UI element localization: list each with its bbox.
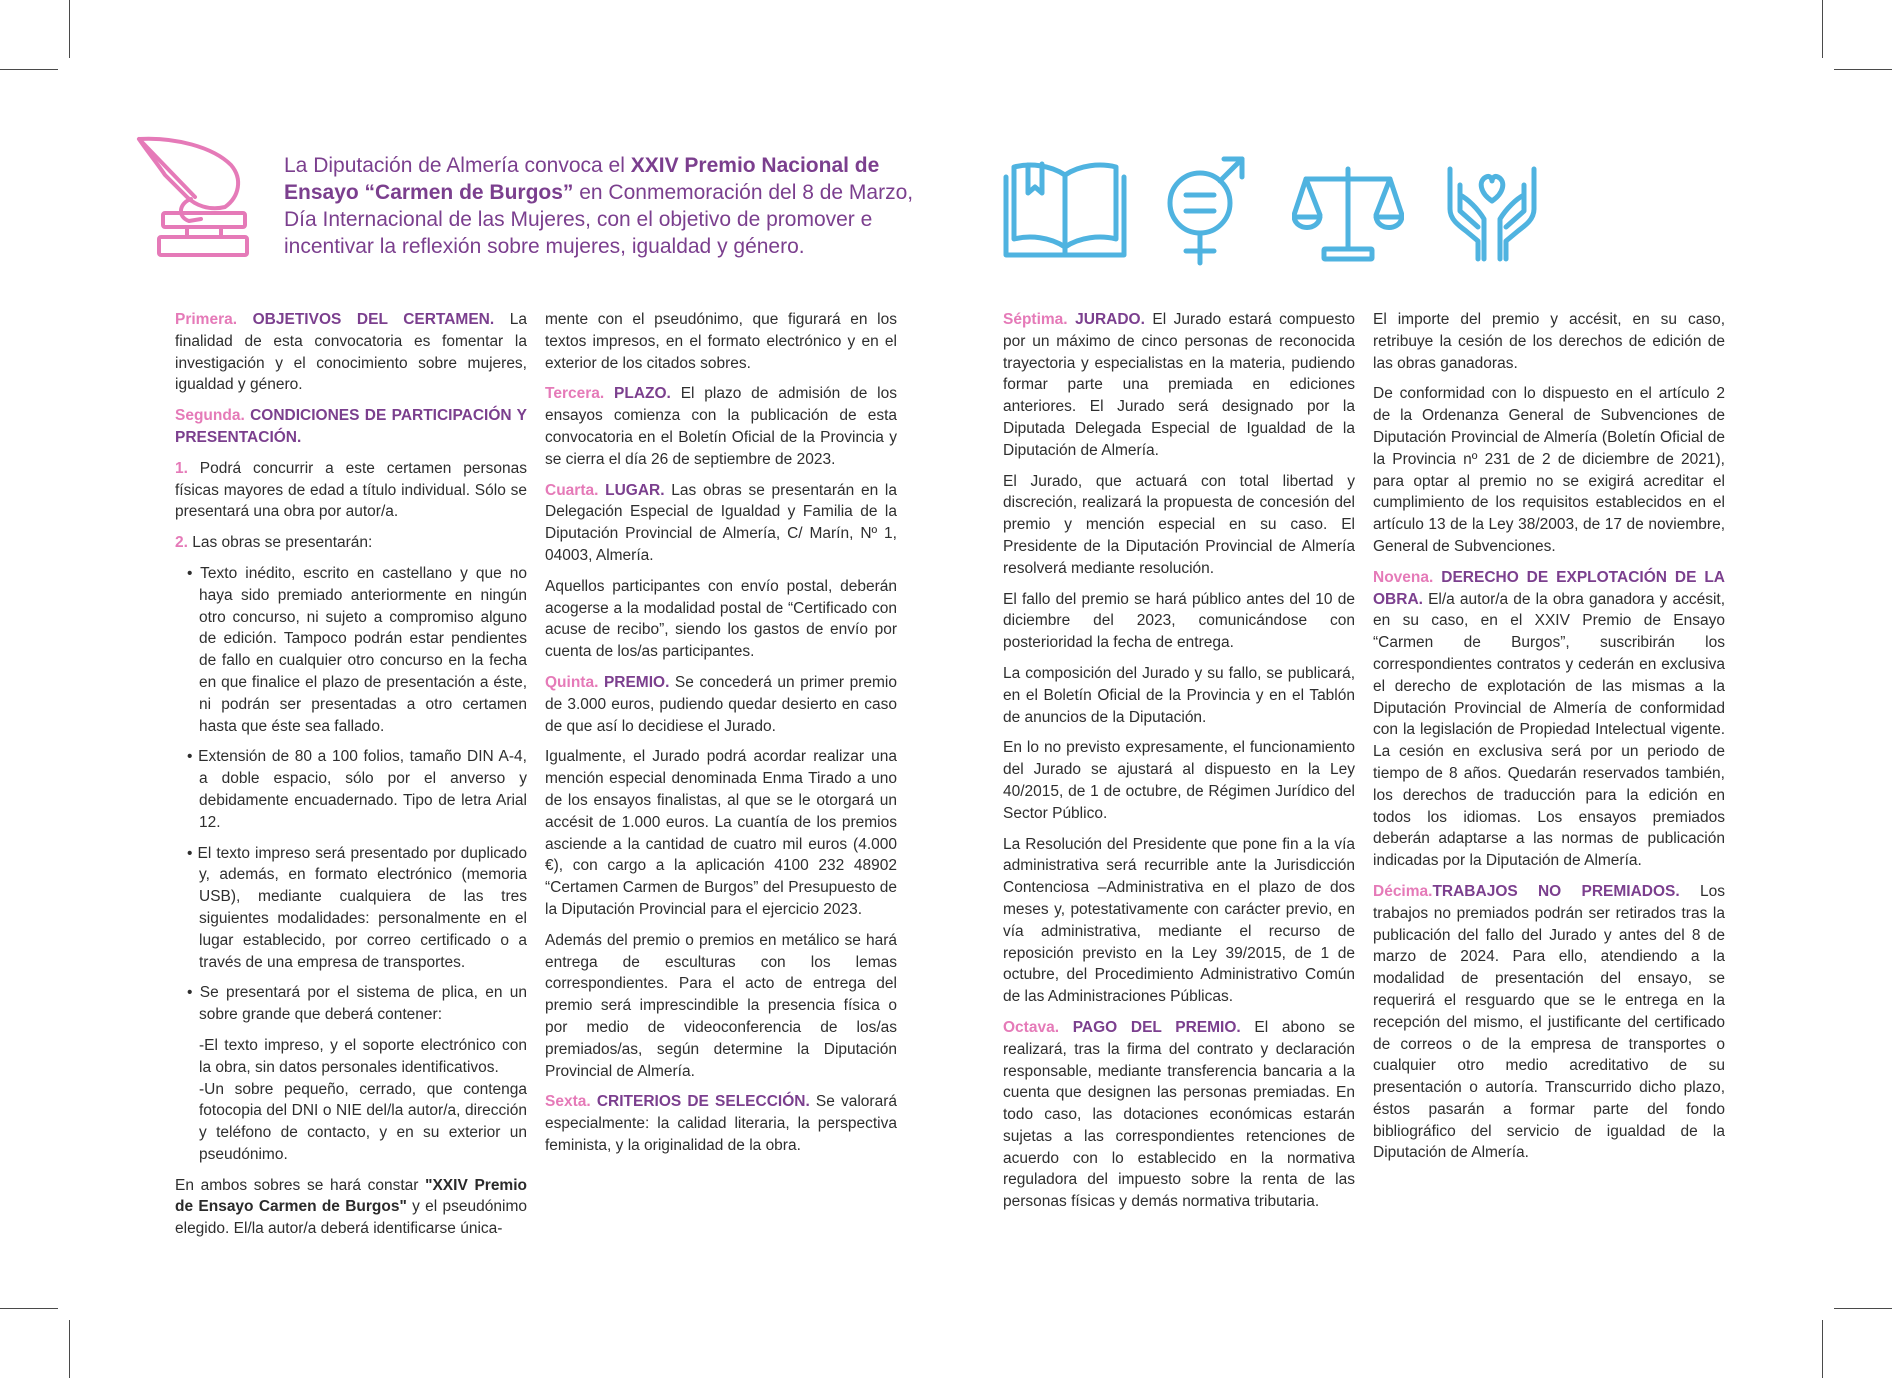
clause-heading: JURADO. (1075, 311, 1145, 328)
paragraph: En lo no previsto expresamente, el funcionamiento del Jurado se ajustará al dispuesto en la Ley 40/2015, de 1 de octubre, de Régimen Jurídico del Sector Público. (1003, 739, 1355, 822)
item-number: 1. (175, 459, 188, 477)
clause-heading: DERECHO DE EXPLOTACIÓN DE LA OBRA. (1373, 568, 1725, 608)
paragraph: Aquellos participantes con envío postal, deberán acogerse a la modalidad postal de “Certificado con acuse de recibo”, siendo los gastos de envío por cuenta de los/as participantes. (545, 577, 897, 661)
clause-text: Los trabajos no premiados podrán ser retirados tras la publicación del fallo del Jurado y antes del 8 de marzo de 2024. Para ello, atendiendo a la modalidad de presentación del ensayo, se requerirá el resguardo que se le entrega en la recepción del mismo, el justificante del certificado de correos o de la empresa de transportes o cualquier otro medio acreditativo de su presentación o autoría. Transcurrido dicho plazo, éstos pasarán a formar parte del fondo bibliográfico del servicio de igualdad de la Diputación de Almería. (1373, 882, 1725, 1162)
clause-label: Cuarta. (545, 481, 599, 499)
clause-heading: CRITERIOS DE SELECCIÓN. (596, 1093, 810, 1111)
crop-mark (0, 1308, 58, 1309)
clause-text: El/a autor/a de la obra ganadora y accésit, en su caso, en el XXIV Premio de Ensayo “Carmen de Burgos”, suscribirán los correspondientes contratos y cederán en exclusiva el derecho de explotación de las mismas a la Diputación Provincial de Almería de conformidad con la legislación de Propiedad Intelectual vigente. La cesión en exclusiva será por un periodo de tiempo de 8 años. Quedarán reservados también, los derechos de traducción para la edición en todos los idiomas. Los ensayos premiados deberán adaptarse a las normas de publicación indicadas por la Diputación de Almería. (1373, 590, 1725, 870)
clause-label: Octava. (1003, 1018, 1060, 1036)
crop-mark (69, 1320, 70, 1378)
numbered-item-2 (175, 532, 527, 554)
clause-text: El abono se realizará, tras la firma del contrato y declaración responsable, mediante transferencia bancaria a la cuenta que designen las personas premiadas. En todo caso, las dotaciones económicas estarán sujetas a las correspondientes retenciones de acuerdo con lo establecido en la normativa reguladora del impuesto sobre la renta de las personas físicas y demás normativa tributaria. (1003, 1018, 1355, 1211)
intro-text-1: La Diputación de Almería convoca el (284, 154, 631, 177)
clause-segunda (175, 405, 527, 449)
clause-heading: PREMIO. (603, 673, 670, 691)
quill-ink-icon (135, 135, 265, 260)
clause-heading: CONDICIONES DE PARTICIPACIÓN Y PRESENTACIÓN. (175, 407, 527, 446)
bullet-item: • Texto inédito, escrito en castellano y que no haya sido premiado anteriormente en ningún otro concurso, ni sujeto a compromiso alguno de edición. Tampoco podrán estar pendientes de fallo en cualquier otro concurso en la fecha en que finalice el plazo de presentación a éste, ni podrán ser presentadas a otro certamen hasta que éste sea fallado. (187, 564, 527, 735)
paragraph: El fallo del premio se hará público antes del 10 de diciembre del 2023, comunicándose con posterioridad la fecha de entrega. (1003, 590, 1355, 652)
crop-mark (1834, 1308, 1892, 1309)
paragraph: Además del premio o premios en metálico se hará entrega de esculturas con los lemas correspondientes. Para el acto de entrega del premio será imprescindible la presencia física o por medio de videoconferencia de los/as premiados/as, según determine la Diputación Provincial de Almería. (545, 931, 897, 1080)
column-4 (1373, 309, 1725, 1173)
clause-text: El Jurado estará compuesto por un máximo de cinco personas de reconocida trayectoria y especialistas en la materia, pudiendo formar parte una premiada en ediciones anteriores. El Jurado será designado por la Diputada Delegada Especial de Igualdad de la Diputación de Almería. (1003, 311, 1355, 459)
crop-mark (1822, 0, 1823, 58)
text-span: En ambos sobres se hará constar (175, 1176, 426, 1194)
clause-cuarta (545, 480, 897, 567)
clause-decima (1373, 881, 1725, 1164)
clause-label: Novena. (1373, 568, 1434, 586)
crop-mark (69, 0, 70, 58)
paragraph: De conformidad con lo dispuesto en el artículo 2 de la Ordenanza General de Subvenciones de Diputación Provincial de Almería (Boletín Oficial de la Provincia nº 231 de 2 de diciembre de 2021), para optar al premio no se exigirá acreditar el cumplimiento de los requisitos establecidos en el artículo 13 de la Ley 38/2003, de 17 de noviembre, General de Subvenciones. (1373, 385, 1725, 555)
paragraph: La composición del Jurado y su fallo, se publicará, en el Boletín Oficial de la Provincia y en el Tablón de anuncios de la Diputación. (1003, 664, 1355, 726)
column-2 (545, 309, 897, 1166)
paragraph: El Jurado, que actuará con total libertad y discreción, realizará la propuesta de concesión del premio y mención especial en su caso. El Presidente de la Diputación Provincial de Almería resolverá mediante resolución. (1003, 472, 1355, 577)
bullet-item: • El texto impreso será presentado por duplicado y, además, en formato electrónico (memoria USB), mediante cualquiera de las tres siguientes modalidades: personalmente en el lugar establecido, por correo certificado o a través de una empresa de transportes. (187, 844, 527, 971)
column-3 (1003, 309, 1355, 1222)
crop-mark (0, 69, 58, 70)
intro-paragraph (284, 152, 924, 260)
clause-label: Tercera. (545, 385, 605, 403)
hands-heart-icon (1444, 161, 1540, 263)
clause-septima (1003, 309, 1355, 462)
clause-label: Séptima. (1003, 311, 1068, 328)
clause-quinta (545, 672, 897, 737)
crop-mark (1822, 1320, 1823, 1378)
item-text: Podrá concurrir a este certamen personas físicas mayores de edad a título individual. Sólo se presentará una obra por autor/a. (175, 459, 527, 521)
bullet-item: • Extensión de 80 a 100 folios, tamaño DIN A-4, a doble espacio, sólo por el anverso y debidamente encuadernado. Tipo de letra Arial 12. (187, 748, 527, 831)
clause-text: Se concederá un primer premio de 3.000 euros, pudiendo quedar desierto en caso de que así lo decidiese el Jurado. (545, 673, 897, 735)
clause-primera (175, 309, 527, 396)
award-name: "XXIV Premio de Ensayo Carmen de Burgos" (175, 1176, 527, 1216)
clause-sexta (545, 1091, 897, 1156)
clause-text: Se valorará especialmente: la calidad literaria, la perspectiva feminista, y la originalidad de la obra. (545, 1093, 897, 1154)
paragraph: mente con el pseudónimo, que figurará en los textos impresos, en el formato electrónico y en el exterior de los citados sobres. (545, 311, 897, 372)
clause-label: Segunda. (175, 407, 245, 425)
item-text: Las obras se presentarán: (187, 534, 373, 552)
intro-award-name: XXIV Premio Nacional de Ensayo “Carmen de Burgos” (284, 154, 880, 204)
text-span: y el pseudónimo elegido. El/la autor/a deberá identificarse única- (175, 1198, 527, 1238)
clause-label: Primera. (175, 311, 238, 328)
bullet-item: • Se presentará por el sistema de plica, en un sobre grande que deberá contener: (187, 984, 527, 1024)
clause-heading: TRABAJOS NO PREMIADOS. (1432, 882, 1680, 900)
clause-text: El plazo de admisión de los ensayos comienza con la publicación de esta convocatoria en el Boletín Oficial de la Provincia y se cierra el día 26 de septiembre de 2023. (545, 385, 897, 468)
paragraph: La Resolución del Presidente que pone fin a la vía administrativa será recurrible ante la Jurisdicción Contenciosa –Administrativa en el plazo de dos meses y, potestativamente con carácter previo, en vía administrativa, mediante el recurso de reposición previsto en la Ley 39/2015, de 1 de octubre, del Procedimiento Administrativo Común de las Administraciones Públicas. (1003, 835, 1355, 1006)
intro-text-2: en Conmemoración del 8 de Marzo, Día Internacional de las Mujeres, con el objetivo de promover e incentivar la reflexión sobre mujeres, igualdad y género. (284, 181, 914, 258)
clause-octava (1003, 1017, 1355, 1213)
paragraph: Igualmente, el Jurado podrá acordar realizar una mención especial denominada Enma Tirado a uno de los ensayos finalistas, al que se le otorgará un accésit de 1.000 euros. La cuantía de los premios asciende a la cantidad de cuatro mil euros (4.000 €), con cargo a la aplicación 4100 232 48902 “Certamen Carmen de Burgos” del Presupuesto de la Diputación Provincial para el ejercicio 2023. (545, 748, 897, 918)
clause-heading: OBJETIVOS DEL CERTAMEN. (252, 311, 495, 328)
sub-item: -Un sobre pequeño, cerrado, que contenga fotocopia del DNI o NIE del/la autor/a, dirección y teléfono de contacto, y en su exterior un pseudónimo. (199, 1080, 527, 1163)
item-number: 2. (175, 534, 188, 552)
clause-heading: LUGAR. (605, 481, 665, 499)
clause-label: Décima. (1373, 882, 1433, 900)
crop-mark (1834, 69, 1892, 70)
gender-equality-icon (1162, 155, 1248, 267)
clause-text: La finalidad de esta convocatoria es fomentar la investigación y el conocimiento sobre mujeres, igualdad y género. (175, 311, 527, 394)
balance-scale-icon (1292, 165, 1404, 263)
clause-tercera (545, 383, 897, 470)
clause-text: Las obras se presentarán en la Delegación Especial de Igualdad y Familia de la Diputación Provincial de Almería, C/ Marín, Nº 1, 04003, Almería. (545, 481, 897, 564)
clause-label: Sexta. (545, 1093, 591, 1111)
clause-novena (1373, 567, 1725, 872)
column-1 (175, 309, 527, 1249)
clause-label: Quinta. (545, 673, 599, 691)
clause-heading: PLAZO. (614, 385, 671, 403)
paragraph: El importe del premio y accésit, en su caso, retribuye la cesión de los derechos de edición de las obras ganadoras. (1373, 311, 1725, 372)
paragraph (175, 1175, 527, 1240)
numbered-item-1 (175, 458, 527, 523)
open-book-icon (1002, 155, 1128, 263)
clause-heading: PAGO DEL PREMIO. (1072, 1018, 1241, 1036)
sub-item: -El texto impreso, y el soporte electrónico con la obra, sin datos personales identificativos. (199, 1036, 527, 1076)
